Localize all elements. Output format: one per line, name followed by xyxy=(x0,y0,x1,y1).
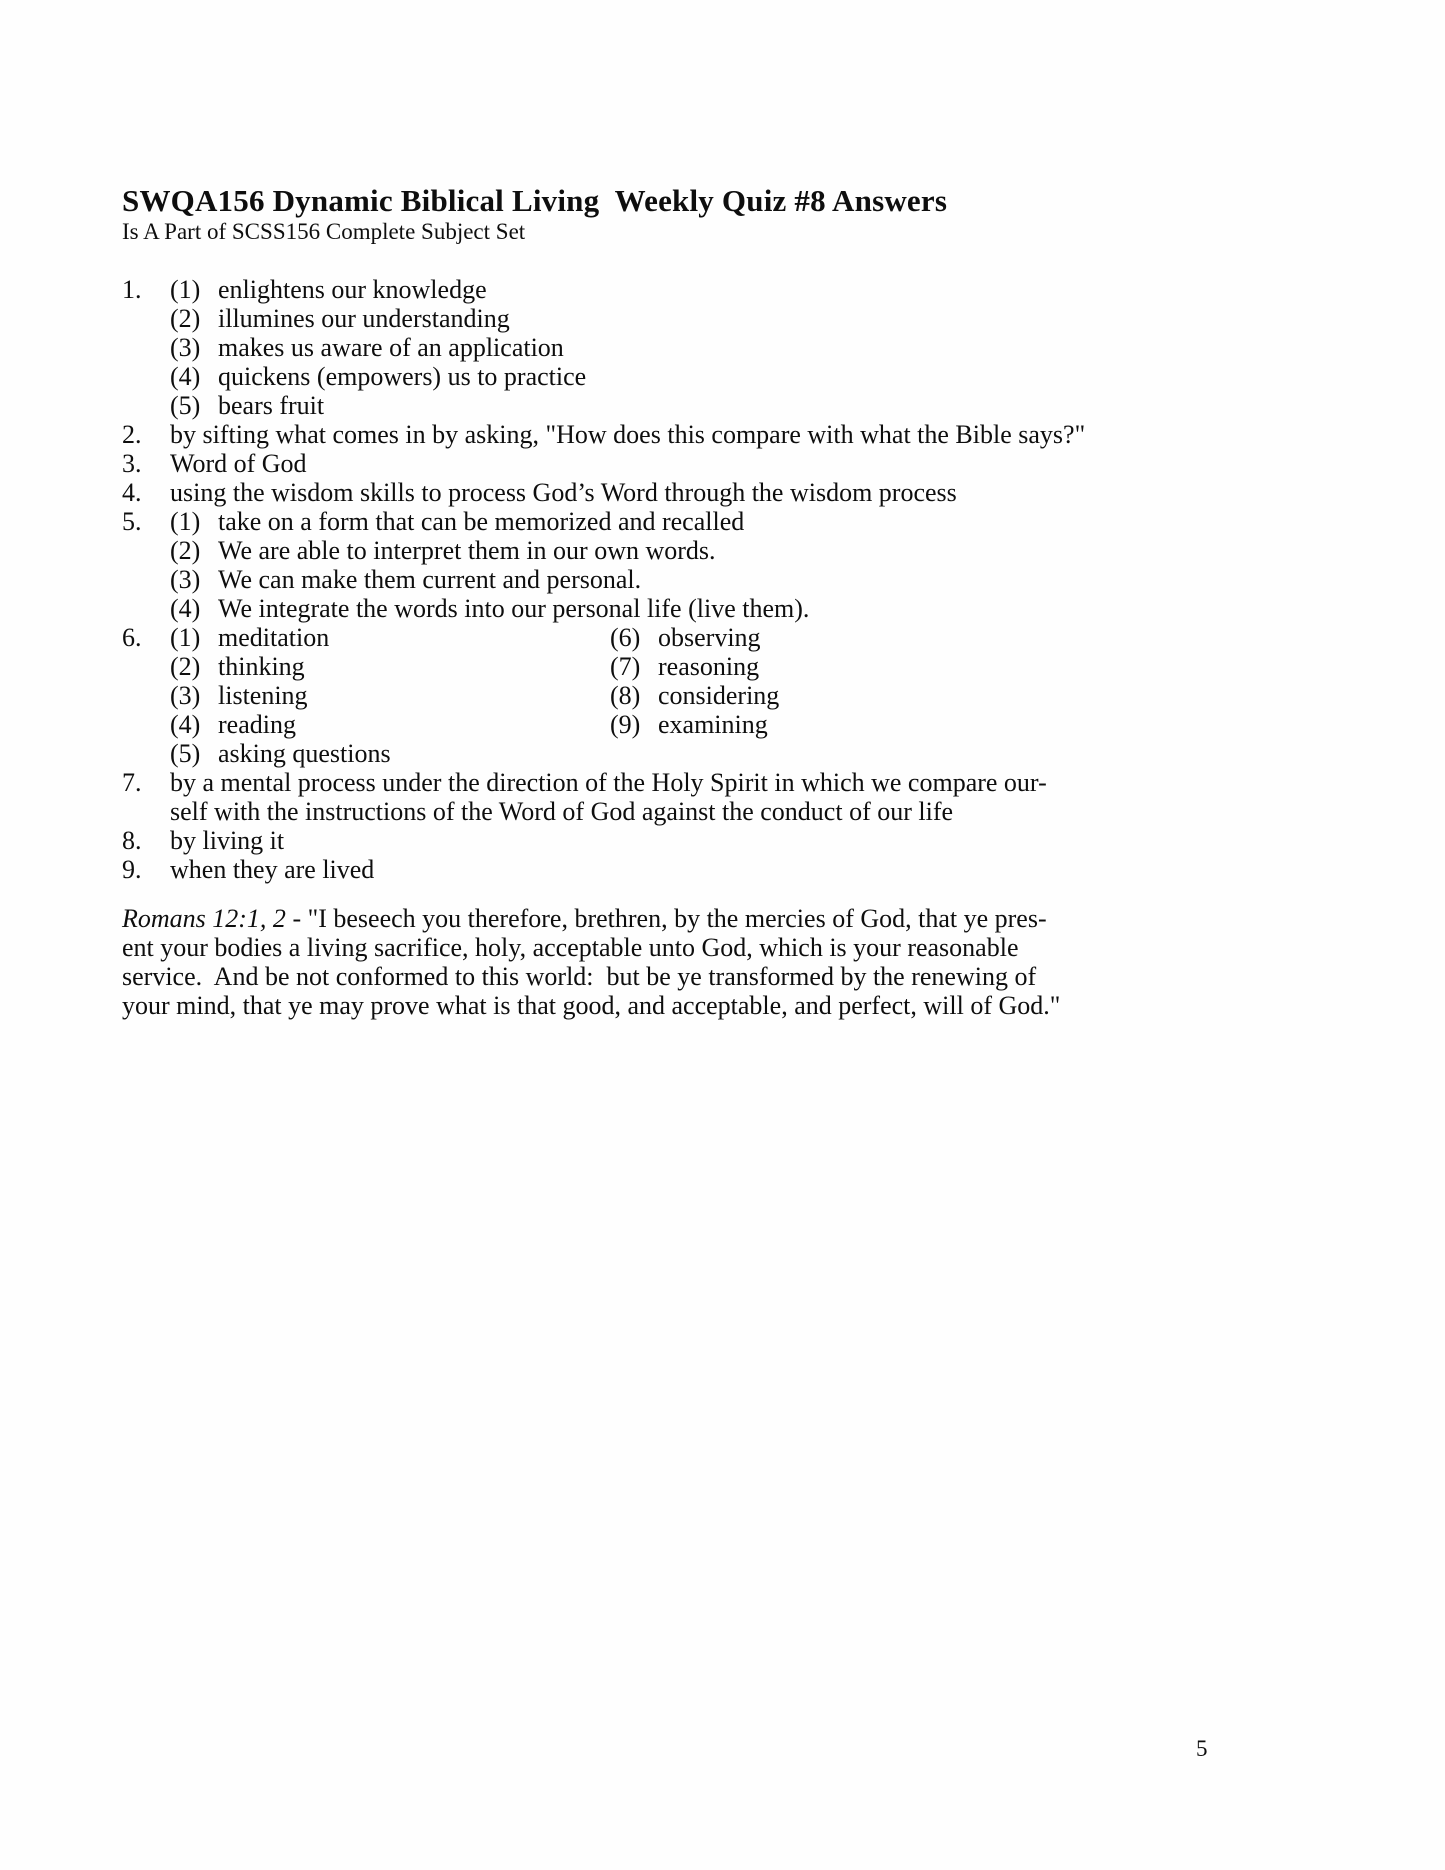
sub-item-text: take on a form that can be memorized and recalled xyxy=(218,507,745,536)
answer-item-5 xyxy=(122,507,1332,623)
right-column xyxy=(610,623,1030,739)
document-subtitle: Is A Part of SCSS156 Complete Subject Set xyxy=(122,219,526,244)
sub-item-marker: (3) xyxy=(170,565,201,594)
sub-item-text: reading xyxy=(218,710,296,739)
item-content-two-column xyxy=(170,623,1332,768)
sub-item-marker: (2) xyxy=(170,536,201,565)
sub-item-text: We integrate the words into our personal life (live them). xyxy=(218,594,810,623)
sub-item xyxy=(170,594,1332,623)
scripture-reference: Romans 12:1, 2 xyxy=(122,904,286,933)
sub-item-marker: (2) xyxy=(170,304,201,333)
sub-item-text: listening xyxy=(218,681,308,710)
sub-item-marker: (4) xyxy=(170,594,201,623)
scripture-line-text: - "I beseech you therefore, brethren, by the mercies of God, that ye pres- xyxy=(285,904,1047,933)
scripture-quotation xyxy=(122,904,1332,1020)
sub-item xyxy=(170,304,1332,333)
sub-item-text: We can make them current and personal. xyxy=(218,565,642,594)
item-content xyxy=(170,507,1332,623)
sub-item xyxy=(610,652,1030,681)
sub-item xyxy=(610,710,1030,739)
item-text: using the wisdom skills to process God’s Word through the wisdom process xyxy=(170,478,957,507)
document-title: SWQA156 Dynamic Biblical Living Weekly Quiz #8 Answers xyxy=(122,183,948,218)
sub-item-marker: (5) xyxy=(170,391,201,420)
sub-item-marker: (1) xyxy=(170,507,201,536)
scripture-line xyxy=(122,904,1332,933)
answer-item-8 xyxy=(122,826,1332,855)
scripture-line: ent your bodies a living sacrifice, holy, acceptable unto God, which is your reasonable xyxy=(122,933,1019,962)
sub-item-text: asking questions xyxy=(218,739,391,768)
sub-item xyxy=(170,333,1332,362)
sub-item-text: illumines our understanding xyxy=(218,304,510,333)
item-number: 3. xyxy=(122,449,142,478)
sub-item xyxy=(170,507,1332,536)
sub-item-text: makes us aware of an application xyxy=(218,333,564,362)
sub-item-text: thinking xyxy=(218,652,305,681)
item-number: 5. xyxy=(122,507,142,536)
item-text: by living it xyxy=(170,826,285,855)
sub-item-marker: (4) xyxy=(170,362,201,391)
sub-item xyxy=(610,623,1030,652)
sub-item-text: considering xyxy=(658,681,780,710)
item-number: 4. xyxy=(122,478,142,507)
answer-item-9 xyxy=(122,855,1332,884)
answer-list xyxy=(122,275,1332,884)
sub-item-marker: (1) xyxy=(170,275,201,304)
sub-item-marker: (1) xyxy=(170,623,201,652)
sub-item-text: meditation xyxy=(218,623,330,652)
sub-item-marker: (8) xyxy=(610,681,641,710)
item-text: Word of God xyxy=(170,449,307,478)
item-text: by sifting what comes in by asking, "How does this compare with what the Bible says?" xyxy=(170,420,1086,449)
sub-item xyxy=(170,739,1332,768)
sub-item xyxy=(610,681,1030,710)
item-number: 1. xyxy=(122,275,142,304)
sub-item-marker: (9) xyxy=(610,710,641,739)
sub-item-text: quickens (empowers) us to practice xyxy=(218,362,587,391)
sub-item-text: observing xyxy=(658,623,761,652)
item-number: 8. xyxy=(122,826,142,855)
item-number: 7. xyxy=(122,768,142,797)
sub-item-marker: (6) xyxy=(610,623,641,652)
item-number: 6. xyxy=(122,623,142,652)
page-number: 5 xyxy=(1196,1736,1208,1761)
item-text-line: self with the instructions of the Word of God against the conduct of our life xyxy=(170,797,954,826)
sub-item-marker: (2) xyxy=(170,652,201,681)
sub-item xyxy=(170,362,1332,391)
answer-item-7 xyxy=(122,768,1332,826)
sub-item xyxy=(170,565,1332,594)
item-content xyxy=(170,275,1332,420)
sub-item-text: bears fruit xyxy=(218,391,325,420)
document-body xyxy=(122,184,1332,1020)
sub-item-text: reasoning xyxy=(658,652,760,681)
scripture-line: your mind, that ye may prove what is that good, and acceptable, and perfect, will of God." xyxy=(122,991,1061,1020)
sub-item xyxy=(170,391,1332,420)
item-text-line: by a mental process under the direction of the Holy Spirit in which we compare our- xyxy=(170,768,1047,797)
sub-item xyxy=(170,536,1332,565)
item-number: 9. xyxy=(122,855,142,884)
answer-item-6 xyxy=(122,623,1332,768)
answer-item-4 xyxy=(122,478,1332,507)
answer-item-1 xyxy=(122,275,1332,420)
item-text: when they are lived xyxy=(170,855,375,884)
sub-item-text: examining xyxy=(658,710,768,739)
answer-item-3 xyxy=(122,449,1332,478)
item-content xyxy=(170,768,1332,826)
answer-item-2 xyxy=(122,420,1332,449)
item-number: 2. xyxy=(122,420,142,449)
sub-item-marker: (3) xyxy=(170,333,201,362)
sub-item-marker: (3) xyxy=(170,681,201,710)
sub-item-text: We are able to interpret them in our own words. xyxy=(218,536,716,565)
sub-item-marker: (4) xyxy=(170,710,201,739)
sub-item xyxy=(170,275,1332,304)
sub-item-marker: (5) xyxy=(170,739,201,768)
scripture-line: service. And be not conformed to this world: but be ye transformed by the renewing of xyxy=(122,962,1037,991)
sub-item-marker: (7) xyxy=(610,652,641,681)
sub-item-text: enlightens our knowledge xyxy=(218,275,487,304)
